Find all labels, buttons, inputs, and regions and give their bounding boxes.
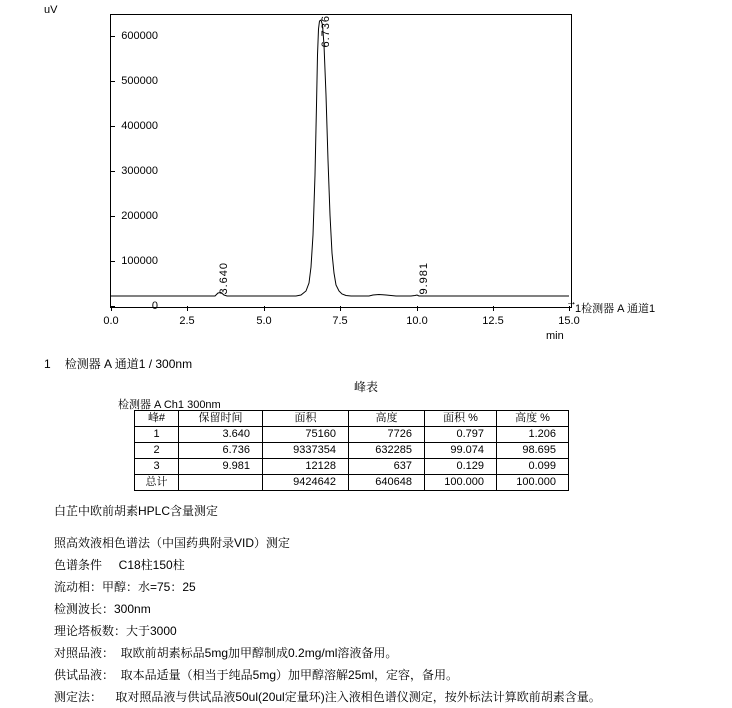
peak-label-3: 9.981 <box>418 262 430 295</box>
cell-height-pct: 1.206 <box>497 427 569 443</box>
x-tick-label: 12.5 <box>482 315 504 327</box>
cell-rt: 3.640 <box>179 427 263 443</box>
y-tick-label: 500000 <box>121 75 158 87</box>
cell-area-pct: 99.074 <box>425 443 497 459</box>
table-header-row <box>135 411 569 427</box>
notes-heading: 白芷中欧前胡素HPLC含量测定 <box>54 504 219 518</box>
column-header-height-pct: 高度 % <box>497 411 569 427</box>
notes-line: 理论塔板数：大于3000 <box>54 624 177 638</box>
column-header-area-pct: 面积 % <box>425 411 497 427</box>
y-tick-mark <box>110 36 115 37</box>
table-row <box>135 443 569 459</box>
cell-area-pct: 0.797 <box>425 427 497 443</box>
y-tick-mark <box>110 126 115 127</box>
notes-line: 检测波长：300nm <box>54 602 151 616</box>
x-tick-mark <box>111 306 112 311</box>
notes-line: 对照品液： 取欧前胡素标品5mg加甲醇制成0.2mg/ml溶液备用。 <box>54 646 398 660</box>
trace-pointer-icon: → <box>566 296 577 308</box>
x-tick-label: 15.0 <box>558 315 580 327</box>
legend-text: 检测器 A 通道1 / 300nm <box>64 357 193 371</box>
cell-peak-no: 3 <box>135 459 179 475</box>
cell-total-height-pct: 100.000 <box>497 475 569 491</box>
x-tick-mark <box>493 306 494 311</box>
cell-total-area-pct: 100.000 <box>425 475 497 491</box>
plot-frame <box>110 14 572 308</box>
x-tick-mark <box>264 306 265 311</box>
table-total-row <box>135 475 569 491</box>
table-row <box>135 427 569 443</box>
x-tick-label: 10.0 <box>406 315 428 327</box>
cell-area-pct: 0.129 <box>425 459 497 475</box>
y-tick-mark <box>110 81 115 82</box>
y-tick-label: 300000 <box>121 165 158 177</box>
column-header-peak-no: 峰# <box>135 411 179 427</box>
cell-rt: 9.981 <box>179 459 263 475</box>
cell-height: 632285 <box>349 443 425 459</box>
trace-label: 1检测器 A 通道1 <box>575 303 656 315</box>
method-notes <box>54 500 714 708</box>
peak-label-1: 3.640 <box>218 262 230 295</box>
cell-area: 9337354 <box>263 443 349 459</box>
peak-label-2: 6.736 <box>320 15 332 48</box>
chromatogram-trace <box>111 15 569 305</box>
cell-total-area: 9424642 <box>263 475 349 491</box>
cell-peak-no: 1 <box>135 427 179 443</box>
notes-line: 色谱条件 C18柱150柱 <box>54 558 185 572</box>
notes-line: 照高效液相色谱法（中国药典附录VID）测定 <box>54 536 291 550</box>
x-tick-label: 0.0 <box>103 315 119 327</box>
y-tick-mark <box>110 261 115 262</box>
cell-area: 75160 <box>263 427 349 443</box>
x-tick-label: 7.5 <box>332 315 348 327</box>
y-tick-mark <box>110 216 115 217</box>
cell-area: 12128 <box>263 459 349 475</box>
notes-spacer <box>54 522 714 532</box>
y-tick-label: 200000 <box>121 210 158 222</box>
y-tick-label: 100000 <box>121 255 158 267</box>
x-tick-mark <box>187 306 188 311</box>
y-tick-label: 600000 <box>121 30 158 42</box>
y-axis-unit-label: uV <box>44 4 58 16</box>
legend-index: 1 <box>44 357 51 371</box>
cell-height: 7726 <box>349 427 425 443</box>
x-tick-label: 2.5 <box>179 315 195 327</box>
table-row <box>135 459 569 475</box>
chart-legend <box>44 355 192 372</box>
peak-table-title: 峰表 <box>353 380 378 394</box>
column-header-rt: 保留时间 <box>179 411 263 427</box>
cell-total-rt <box>179 475 263 491</box>
notes-line: 供试品液： 取本品适量（相当于纯品5mg）加甲醇溶解25ml，定容，备用。 <box>54 668 459 682</box>
column-header-area: 面积 <box>263 411 349 427</box>
cell-rt: 6.736 <box>179 443 263 459</box>
notes-line: 测定法： 取对照品液与供试品液50ul(20ul定量环)注入液相色谱仪测定，按外标法计算欧前胡素含量。 <box>54 690 601 704</box>
y-tick-label: 400000 <box>121 120 158 132</box>
x-axis-unit-label: min <box>546 330 564 342</box>
y-tick-mark <box>110 171 115 172</box>
x-tick-mark <box>340 306 341 311</box>
x-tick-mark <box>417 306 418 311</box>
column-header-height: 高度 <box>349 411 425 427</box>
peak-table <box>134 410 569 491</box>
cell-height-pct: 0.099 <box>497 459 569 475</box>
cell-height-pct: 98.695 <box>497 443 569 459</box>
x-tick-label: 5.0 <box>256 315 272 327</box>
cell-total-label: 总计 <box>135 475 179 491</box>
y-tick-label: 0 <box>151 300 158 312</box>
cell-peak-no: 2 <box>135 443 179 459</box>
cell-total-height: 640648 <box>349 475 425 491</box>
notes-line: 流动相：甲醇：水=75：25 <box>54 580 196 594</box>
cell-height: 637 <box>349 459 425 475</box>
peak-table-subtitle: 检测器 A Ch1 300nm <box>118 399 221 411</box>
